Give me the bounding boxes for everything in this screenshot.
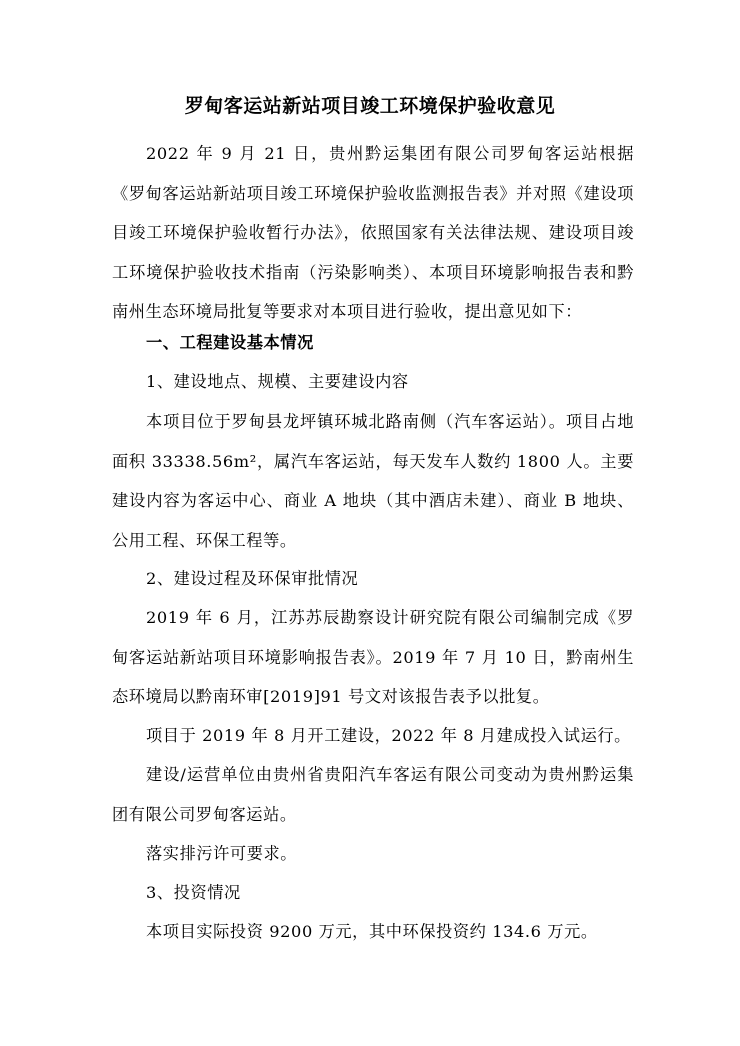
subsection-3-heading: 3、投资情况 (146, 883, 241, 902)
intro-paragraph: 2022 年 9 月 21 日，贵州黔运集团有限公司罗甸客运站根据《罗甸客运站新站项目竣工环境保护验收监测报告表》并对照《建设项目竣工环境保护验收暂行办法》，依照国家有关法律法规、建设项目竣工环境保护验收技术指南（污染影响类）、本项目环境影响报告表和黔南州生态环境局批复等要求对本项目进行验收，提出意见如下： (112, 144, 634, 321)
subsection-2-paragraph-1: 2019 年 6 月，江苏苏辰勘察设计研究院有限公司编制完成《罗甸客运站新站项目环境影响报告表》。2019 年 7 月 10 日，黔南州生态环境局以黔南环审[2019]91 号文对该报告表予以批复。 (112, 608, 634, 706)
subsection-1-heading: 1、建设地点、规模、主要建设内容 (146, 372, 409, 391)
subsection-2-paragraph-3: 建设/运营单位由贵州省贵阳汽车客运有限公司变动为贵州黔运集团有限公司罗甸客运站。 (112, 765, 634, 824)
document-title: 罗甸客运站新站项目竣工环境保护验收意见 (184, 95, 556, 117)
section-1-heading: 一、工程建设基本情况 (146, 333, 314, 352)
subsection-2-paragraph-4: 落实排污许可要求。 (146, 844, 298, 863)
subsection-2-heading: 2、建设过程及环保审批情况 (146, 569, 359, 588)
subsection-2-paragraph-2: 项目于 2019 年 8 月开工建设，2022 年 8 月建成投入试运行。 (146, 726, 631, 745)
subsection-1-paragraph: 本项目位于罗甸县龙坪镇环城北路南侧（汽车客运站）。项目占地面积 33338.56m²，属汽车客运站，每天发车人数约 1800 人。主要建设内容为客运中心、商业 A 地块（其中酒店未建）、商业 B 地块、公用工程、环保工程等。 (112, 412, 634, 550)
subsection-3-paragraph: 本项目实际投资 9200 万元，其中环保投资约 134.6 万元。 (146, 922, 598, 941)
